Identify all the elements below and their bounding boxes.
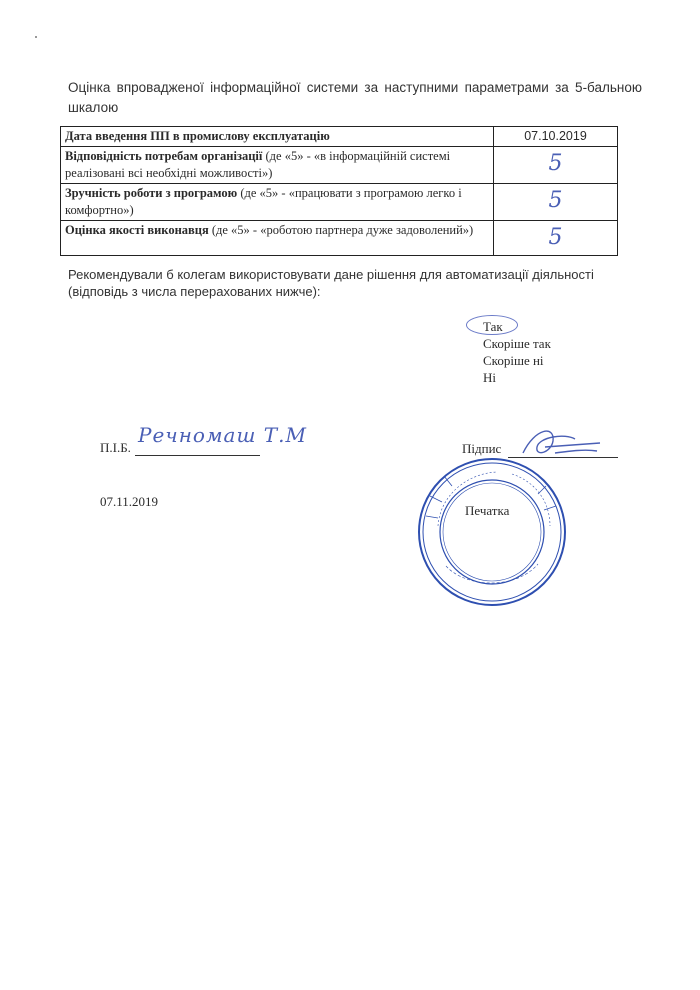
option-yes[interactable]: Так <box>483 319 503 334</box>
answer-options <box>483 318 551 386</box>
option-no[interactable]: Ні <box>483 370 496 385</box>
recommend-text: Рекомендували б колегам використовувати дане рішення для автоматизації діяльності (відповідь з числа перерахованих нижче): <box>68 267 594 299</box>
company-seal <box>416 456 568 608</box>
option-rather-yes[interactable]: Скоріше так <box>483 336 551 351</box>
table-row <box>61 147 618 184</box>
intro-text: Оцінка впровадженої інформаційної системи за наступними параметрами за 5-бальною шкалою <box>68 80 642 115</box>
date-text: 07.11.2019 <box>100 494 159 509</box>
pib-line <box>135 455 260 456</box>
table-row <box>61 127 618 147</box>
table-row <box>61 221 618 256</box>
handwritten-score: 5 <box>494 221 618 256</box>
row-label: Зручність роботи з програмою (де «5» - «працювати з програмою легко і комфортно») <box>61 184 494 221</box>
row-label: Дата введення ПП в промислову експлуатацію <box>61 127 494 147</box>
row-label: Оцінка якості виконавця (де «5» - «роботою партнера дуже задоволений») <box>61 221 494 256</box>
selected-option-circle <box>466 315 518 335</box>
option-rather-no[interactable]: Скоріше ні <box>483 353 544 368</box>
scan-speck <box>35 36 37 38</box>
pib-handwritten-name: Речномаш Т.М <box>138 423 307 447</box>
table-row <box>61 184 618 221</box>
pib-label: П.І.Б. <box>100 440 131 455</box>
signature-label: Підпис <box>462 441 502 456</box>
handwritten-score: 5 <box>494 184 618 221</box>
evaluation-table <box>60 126 618 256</box>
row-value: 07.10.2019 <box>494 127 618 147</box>
row-label: Відповідність потребам організації (де «5» - «в інформаційній системі реалізовані всі необхідні можливості») <box>61 147 494 184</box>
stamp-label: Печатка <box>465 503 510 518</box>
handwritten-score: 5 <box>494 147 618 184</box>
